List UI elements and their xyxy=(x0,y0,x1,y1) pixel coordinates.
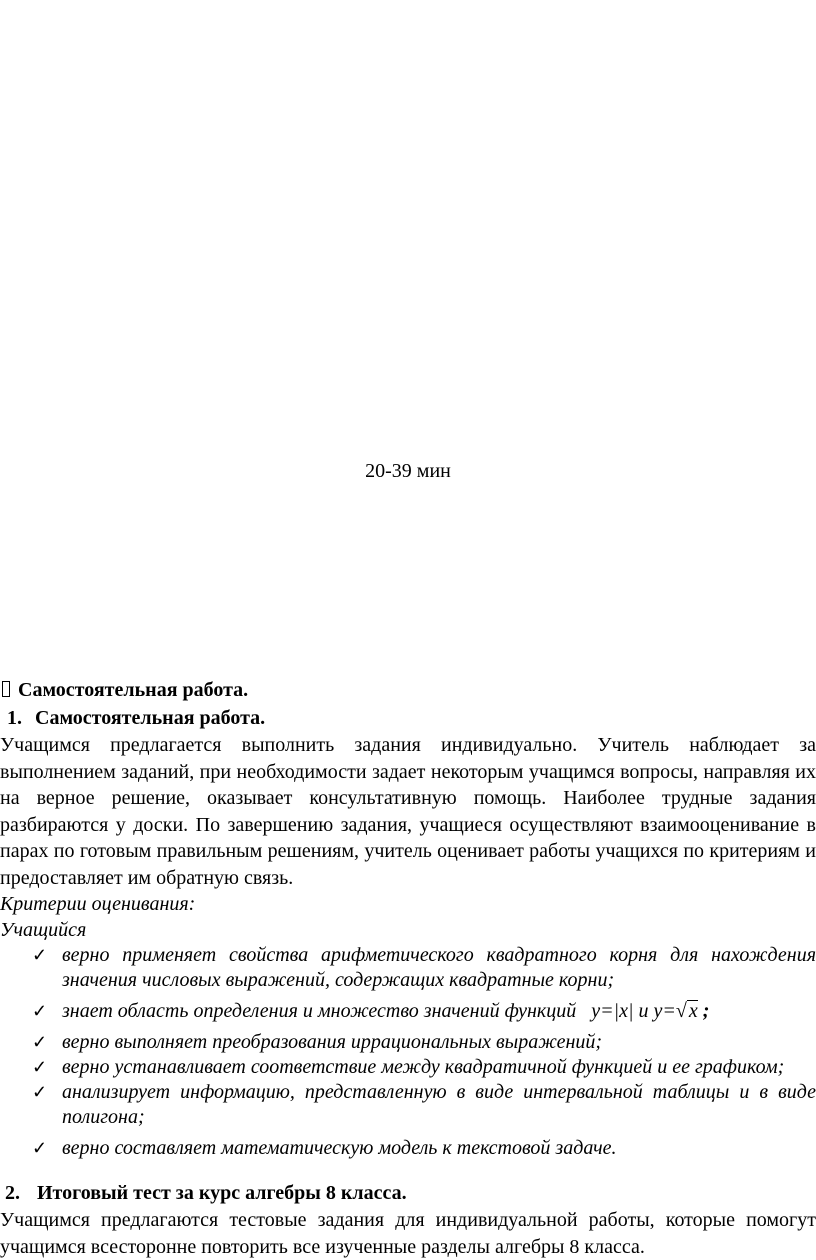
criteria-label: Критерии оценивания: xyxy=(0,893,196,915)
formula-semicolon: ; xyxy=(702,1000,710,1022)
section-2-title: Итоговый тест за курс алгебры 8 класса. xyxy=(37,1182,407,1204)
checkmark-icon: ✓ xyxy=(32,1138,48,1158)
checkmark-icon: ✓ xyxy=(32,1057,48,1077)
section-0-heading xyxy=(0,676,816,704)
criteria-list xyxy=(0,943,816,1161)
missing-glyph-icon xyxy=(2,681,10,697)
time-label: 20-39 мин xyxy=(365,460,451,482)
formula-and: и xyxy=(638,1000,649,1022)
section-1-number: 1. xyxy=(7,707,22,729)
checkmark-icon: ✓ xyxy=(32,945,48,965)
section-2-paragraph: Учащимся предлагаются тестовые задания для индивидуальной работы, которые помогут учащимся всесторонне повторить все изученные разделы алгебры 8 класса. xyxy=(0,1209,816,1258)
criteria-item: ✓ верно применяет свойства арифметического квадратного корня для нахождения значения числовых выражений, содержащих квадратные корни; xyxy=(32,944,816,991)
section-1-heading xyxy=(0,704,816,732)
student-label: Учащийся xyxy=(0,919,87,941)
section-0-title: Самостоятельная работа. xyxy=(18,679,249,701)
criteria-item: ✓ верно устанавливает соответствие между квадратичной функцией и ее графиком; xyxy=(32,1056,785,1078)
formula-abs: y=|x| xyxy=(581,1000,634,1022)
criteria-item: ✓ верно выполняет преобразования иррациональных выражений; xyxy=(32,1031,603,1053)
criteria-item: ✓ знает область определения и множество значений функций y=|x| и y=√ x ; xyxy=(32,1000,710,1022)
section-2-number: 2. xyxy=(5,1182,20,1204)
checkmark-icon: ✓ xyxy=(32,1082,48,1102)
checkmark-icon: ✓ xyxy=(32,1001,48,1021)
checkmark-icon: ✓ xyxy=(32,1032,48,1052)
section-2 xyxy=(0,1179,816,1260)
section-1-paragraph: Учащимся предлагается выполнить задания индивидуально. Учитель наблюдает за выполнением заданий, при необходимости задает некоторым учащимся вопросы, направляя их на верное решение, оказывает консультативную помощь. Наиболее трудные задания разбираются у доски. По завершению задания, учащиеся осуществляют взаимооценивание в парах по готовым правильным решениям, учитель оценивает работы учащихся по критериям и предоставляет им обратную связь. xyxy=(0,734,816,889)
formula-sqrt: y=√ x xyxy=(653,1000,698,1022)
criteria-item: ✓ верно составляет математическую модель к текстовой задаче. xyxy=(32,1137,617,1159)
criteria-item: ✓ анализирует информацию, представленную в виде интервальной таблицы и в виде полигона; xyxy=(32,1081,816,1128)
section-2-heading xyxy=(0,1179,816,1207)
section-1-title: Самостоятельная работа. xyxy=(35,707,266,729)
document-body xyxy=(0,676,816,1260)
